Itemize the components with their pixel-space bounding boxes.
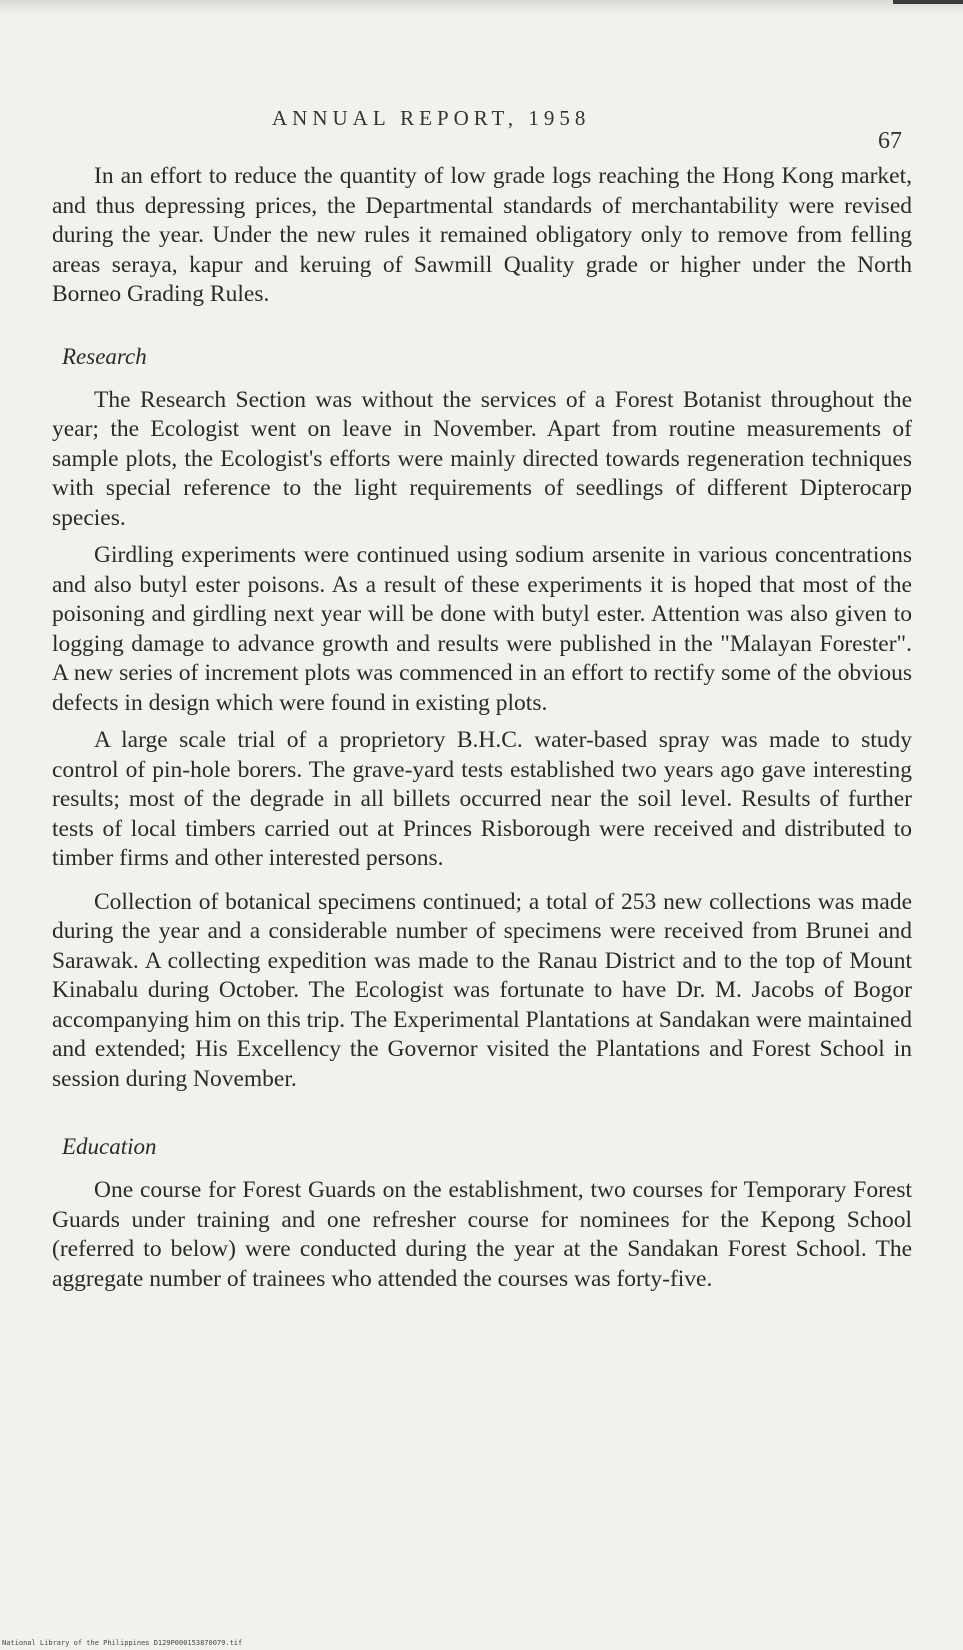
document-page [52,100,912,1294]
page-header [52,100,912,154]
research-paragraph-2: Girdling experiments were continued using sodium arsenite in various concentrations and also butyl ester poisons. As a result of these experiments it is hoped that most of the poisoning and girdling next year will be done with butyl ester. Attention was also given to logging damage to advance growth and results were published in the "Malayan Forester". A new series of increment plots was commenced in an effort to rectify some of the obvious defects in design which were found in existing plots. [52,542,912,716]
page-number: 67 [878,128,902,154]
education-heading: Education [62,1134,157,1159]
education-paragraph: One course for Forest Guards on the establishment, two courses for Temporary Forest Guards under training and one refresher course for nominees for the Kepong School (referred to below) were conducted during the year at the Sandakan Forest School. The aggregate number of trainees who attended the courses was forty-five. [52,1177,912,1292]
scan-top-shadow [0,0,963,14]
intro-paragraph: In an effort to reduce the quantity of low grade logs reaching the Hong Kong market, and thus depressing prices, the Departmental standards of merchantability were revised during the year. Under the new rules it remained obligatory only to remove from felling areas seraya, kapur and keruing of Sawmill Quality grade or higher under the North Borneo Grading Rules. [52,163,912,307]
research-heading: Research [62,343,147,369]
research-paragraph-3: A large scale trial of a proprietory B.H.C. water-based spray was made to study control of pin-hole borers. The grave-yard tests established two years ago gave interesting results; most of the degrade in all billets occurred near the soil level. Results of further tests of local timbers carried out at Princes Risborough were received and distributed to timber firms and other interested persons. [52,727,912,871]
running-title: ANNUAL REPORT, 1958 [272,106,591,130]
research-paragraph-4: Collection of botanical specimens continued; a total of 253 new collections was made during the year and a considerable number of specimens were received from Brunei and Sarawak. A collecting expedition was made to the Ranau District and to the top of Mount Kinabalu during October. The Ecologist was fortunate to have Dr. M. Jacobs of Bogor accompanying him on this trip. The Experimental Plantations at Sandakan were maintained and extended; His Excellency the Governor visited the Plantations and Forest School in session during November. [52,888,912,1092]
scan-corner-mark [893,0,963,4]
scan-footer-note: National Library of the Philippines D129P000153870079.tif [2,1639,243,1647]
research-paragraph-1: The Research Section was without the services of a Forest Botanist throughout the year; the Ecologist went on leave in November. Apart from routine measurements of sample plots, the Ecologist's efforts were mainly directed towards regeneration techniques with special reference to the light requirements of seedlings of different Dipterocarp species. [52,386,912,531]
